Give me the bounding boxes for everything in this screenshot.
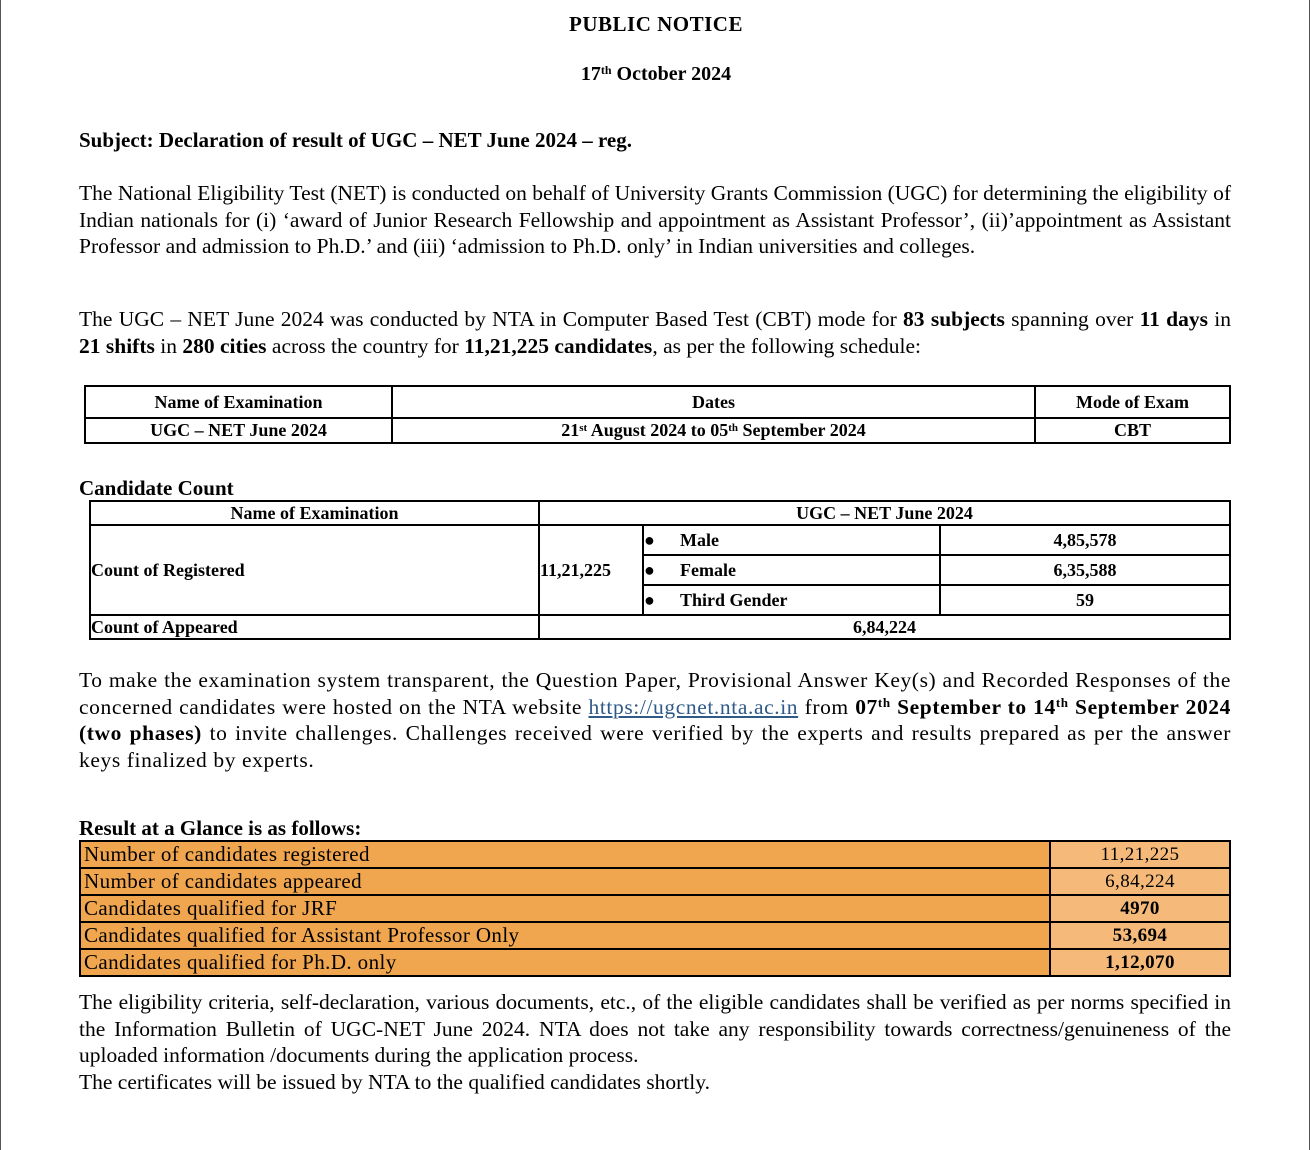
schedule-exam: UGC – NET June 2024 (85, 418, 392, 443)
schedule-header-mode: Mode of Exam (1035, 386, 1230, 418)
result-label: Candidates qualified for Assistant Professor Only (80, 922, 1050, 949)
schedule-mode: CBT (1035, 418, 1230, 443)
bullet-icon: ● (644, 589, 655, 610)
result-row (80, 949, 1230, 976)
schedule-header-dates: Dates (392, 386, 1035, 418)
result-value: 11,21,225 (1050, 841, 1230, 868)
gender-label: ● Male (643, 525, 940, 555)
registered-label: Count of Registered (90, 525, 539, 615)
schedule-table (84, 385, 1231, 444)
candidate-count-heading: Candidate Count (79, 476, 234, 500)
gender-label: ● Female (643, 555, 940, 585)
result-row (80, 922, 1230, 949)
registered-total: 11,21,225 (539, 525, 643, 615)
result-label: Number of candidates appeared (80, 868, 1050, 895)
count-header-exam: UGC – NET June 2024 (539, 501, 1230, 525)
gender-row-male (90, 525, 1230, 555)
result-label: Number of candidates registered (80, 841, 1050, 868)
date-suffix: th (600, 63, 612, 77)
count-header-name: Name of Examination (90, 501, 539, 525)
result-row (80, 895, 1230, 922)
appeared-row (90, 615, 1230, 639)
appeared-label: Count of Appeared (90, 615, 539, 639)
result-value: 1,12,070 (1050, 949, 1230, 976)
notice-date (1, 63, 1310, 86)
schedule-header-row (85, 386, 1230, 418)
result-value: 6,84,224 (1050, 868, 1230, 895)
bullet-icon: ● (644, 529, 655, 550)
result-value: 53,694 (1050, 922, 1230, 949)
date-rest: October 2024 (611, 63, 732, 85)
bullet-icon: ● (644, 559, 655, 580)
page-title: PUBLIC NOTICE (569, 12, 743, 36)
result-table (79, 840, 1231, 977)
appeared-value: 6,84,224 (539, 615, 1230, 639)
result-row (80, 841, 1230, 868)
gender-value: 4,85,578 (940, 525, 1230, 555)
schedule-header-name: Name of Examination (85, 386, 392, 418)
result-value: 4970 (1050, 895, 1230, 922)
subject-line: Subject: Declaration of result of UGC – NET June 2024 – reg. (79, 128, 632, 152)
result-label: Candidates qualified for Ph.D. only (80, 949, 1050, 976)
result-row (80, 868, 1230, 895)
schedule-row (85, 418, 1230, 443)
paragraph-transparency: To make the examination system transparent, the Question Paper, Provisional Answer Key(s) and Recorded Responses of the concerned candidates were hosted on the NTA website https://ugcnet.nta.ac.in from 07th September to 14th September 2024 (two phases) to invite challenges. Challenges received were verified by the experts and results prepared as per the answer keys finalized by experts. (79, 668, 1231, 772)
result-heading: Result at a Glance is as follows: (79, 816, 362, 840)
paragraph-net-intro: The National Eligibility Test (NET) is conducted on behalf of University Grants Commission (UGC) for determining the eligibility of Indian nationals for (i) ‘award of Junior Research Fellowship and appointment as Assistant Professor’, (ii)’appointment as Assistant Professor and admission to Ph.D.’ and (iii) ‘admission to Ph.D. only’ in Indian universities and colleges. (79, 181, 1231, 258)
schedule-dates: 21st August 2024 to 05th September 2024 (392, 418, 1035, 443)
candidate-count-table (89, 500, 1231, 640)
paragraph-eligibility (79, 989, 1231, 1095)
nta-website-link[interactable]: https://ugcnet.nta.ac.in (588, 694, 799, 719)
gender-value: 6,35,588 (940, 555, 1230, 585)
gender-value: 59 (940, 585, 1230, 615)
result-label: Candidates qualified for JRF (80, 895, 1050, 922)
gender-label: ● Third Gender (643, 585, 940, 615)
paragraph-conduct: The UGC – NET June 2024 was conducted by NTA in Computer Based Test (CBT) mode for 83 subjects spanning over 11 days in 21 shifts in 280 cities across the country for 11,21,225 candidates, as per the following schedule: (79, 307, 1231, 358)
certificates-text: The certificates will be issued by NTA to the qualified candidates shortly. (79, 1069, 710, 1094)
date-day: 17 (580, 63, 601, 85)
count-header-row (90, 501, 1230, 525)
eligibility-text: The eligibility criteria, self-declaration, various documents, etc., of the eligible candidates shall be verified as per norms specified in the Information Bulletin of UGC-NET June 2024. NTA does not take any responsibility towards correctness/genuineness of the uploaded information /documents during the application process. (79, 990, 1231, 1067)
